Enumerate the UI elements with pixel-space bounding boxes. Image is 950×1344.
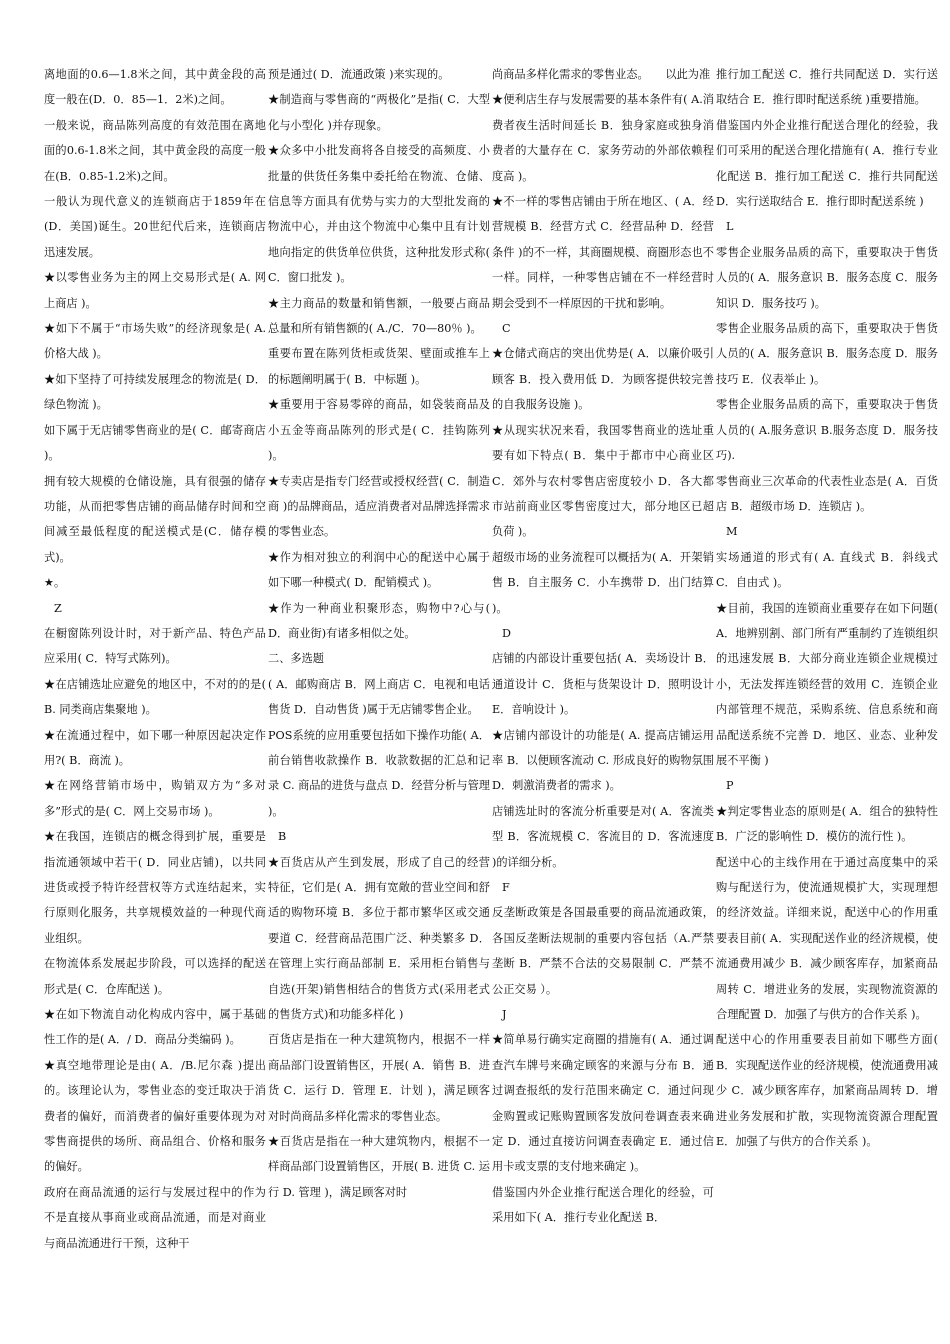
question-paragraph: ★百货店从产生到发展，形成了自己的经营特征，它们是( A．拥有宽敞的营业空间和舒适的购物环境 B．多位于都市繁华区或交通要道 C．经营商品范围广泛、种类繁多 D．在管理上实行商品部制 E．采用柜台销售与自选(开架)销售相结合的售货方式(采用老式的售货方式)和功能多样化 ) bbox=[268, 855, 490, 1022]
question-paragraph: 反垄断政策是各国最重要的商品流通政策，各国反垄断法规制的重要内容包括（A.严禁垄断 B．严禁不合法的交易限制 C．严禁不公正交易 ）。 bbox=[492, 906, 714, 996]
section-letter: J bbox=[502, 1008, 507, 1022]
question-paragraph: ★在如下物流自动化构成内容中，属于基础性工作的是( A．/ D．商品分类编码 )。 bbox=[44, 1008, 266, 1047]
question-paragraph: ★作为一种商业积聚形态，购物中?心与( D．商业街)有诸多相似之处。 bbox=[268, 601, 490, 640]
question-paragraph: 一般认为现代意义的连锁商店于1859年在(D．美国)诞生。20世纪代后来，连锁商店迅速发展。 bbox=[44, 195, 266, 259]
question-paragraph: 零售企业服务品质的高下，重要取决于售货人员的( A．服务意识 B．服务态度 D．服务技巧 E．仪表举止 )。 bbox=[716, 322, 938, 386]
text-column-2 bbox=[268, 62, 490, 1205]
question-paragraph: ★目前，我国的连锁商业重要存在如下问题( A．地辨别割、部门所有严重制约了连锁组织的迅速发展 B．大部分商业连锁企业规模过小，无法发挥连锁经营的效用 C．连锁企业内部管理不规范，采购系统、信息系统和商品配送系统不完善 D．地区、业态、业种发展不平衡 ) bbox=[716, 601, 938, 767]
question-paragraph: ★在我国，连锁店的概念得到扩展，重要是指流通领域中若干( D．同业店铺)，以共同进货或授予特许经营权等方式连结起来，实行原则化服务，共享规模效益的一种现代商业组织。 bbox=[44, 830, 266, 945]
section-letter: C bbox=[502, 322, 511, 336]
question-paragraph: ★众多中小批发商将各自接受的高频度、小批量的供货任务集中委托给在物流、仓储、信息等方面具有优势与实力的大型批发商的物流中心，并由这个物流中心集中且有计划地向指定的供货单位供货，这种批发形式称( C．窗口批发 )。 bbox=[268, 144, 490, 285]
question-paragraph: ★从现实状况来看，我国零售商业的选址重要有如下特点( B．集中于都市中心商业区 C．郊外与农村零售店密度较小 D．各大都市站前商业区零售密度过大，部分地区已超负荷 )。 bbox=[492, 423, 714, 539]
question-paragraph: ★简单易行确实定商圈的措施有( A．通过调查汽车牌号来确定顾客的来源与分布 B．通过调查报纸的发行范围来确定 C．通过问现金购置或记账购置顾客发放问卷调查表来确定 D．通过直接访问调查表确定 E．通过信用卡或支票的支付地来确定 )。 bbox=[492, 1033, 714, 1174]
question-paragraph: 配送中心的作用重要表目前如下哪些方面( B．实现配送作业的经济规模，使流通费用减少 C．减少顾客库存，加紧商品周转 D．增进业务发展和扩散，实现物流资源合理配置 E．加强了与供方的合作关系 )。 bbox=[716, 1033, 938, 1149]
question-paragraph: 借鉴国内外企业推行配送合理化的经验，我们可采用的配送合理化措施有( A．推行专业化配送 B．推行加工配送 C．推行共同配送 D．实行送取结合 E．推行即时配送系统 ) bbox=[716, 118, 938, 209]
text-column-4 bbox=[716, 62, 938, 1154]
question-paragraph: 实场通道的形式有( A. 直线式 B．斜线式 C．自由式 )。 bbox=[716, 550, 938, 590]
text-column-3 bbox=[492, 62, 714, 1231]
question-paragraph: 推行加工配送 C．推行共同配送 D．实行送取结合 E．推行即时配送系统 )重要措施。 bbox=[716, 68, 938, 107]
section-letter: B bbox=[278, 830, 287, 844]
question-paragraph: 配送中心的主线作用在于通过高度集中的采购与配送行为，使流通规模扩大，实现理想的经济效益。详细来说，配送中心的作用重要表目前( A．实现配送作业的经济规模，使流通费用减少 B．减少顾客库存，加紧商品周转 C．增进业务的发展，实现物流资源的合理配置 D．加强了与供方的合作关系 )。 bbox=[716, 855, 938, 1022]
question-paragraph: 在橱窗陈列设计时，对于新产品、特色产品应采用( C．特写式陈列)。 bbox=[44, 626, 266, 666]
question-paragraph: POS系统的应用重要包括如下操作功能( A．前台销售收款操作 B．收款数据的汇总和记录 C. 商品的进货与盘点 D．经营分析与管理 )。 bbox=[268, 728, 490, 818]
question-paragraph: 零售商业三次革命的代表性业态是( A．百货店 B．超级市场 D．连锁店 )。 bbox=[716, 474, 938, 513]
question-paragraph: ★不一样的零售店铺由于所在地区、( A．经营规模 B．经营方式 C．经营品种 D．经营条件 )的不一样，其商圈规模、商圈形态也不一样。同样，一种零售店铺在不一样经营时期会受到不一样原因的干扰和影响。 bbox=[492, 195, 714, 310]
question-paragraph: ★制造商与零售商的“两极化”是指( C．大型化与小型化 )并存现象。 bbox=[268, 93, 490, 132]
section-letter: D bbox=[502, 626, 511, 640]
question-paragraph: ★判定零售业态的原则是( A．组合的独特性 B．广泛的影响性 D．模仿的流行性 )。 bbox=[716, 804, 938, 844]
question-paragraph: 店铺选址时的客流分析重要是对( A．客流类型 B．客流规模 C．客流目的 D．客流速度 )的详细分析。 bbox=[492, 804, 714, 869]
question-paragraph: ★重要用于容易零碎的商品，如袋装商品及小五金等商品陈列的形式是( C．挂钩陈列 )。 bbox=[268, 398, 490, 463]
question-paragraph: 如下属于无店铺零售商业的是( C．邮寄商店 )。 bbox=[44, 423, 266, 463]
question-paragraph: 零售企业服务品质的高下，重要取决于售货人员的( A.服务意识 B.服务态度 D．服务技巧). bbox=[716, 398, 938, 463]
section-letter: M bbox=[726, 525, 738, 539]
question-paragraph: 借鉴国内外企业推行配送合理化的经验，可采用如下( A．推行专业化配送 B． bbox=[492, 1185, 714, 1225]
question-paragraph: ★百货店是指在一种大建筑物内，根据不一样商品部门设置销售区，开展( B. 进货 C. 运行 D. 管理 )，满足顾客对时 bbox=[268, 1135, 490, 1199]
text-column-1 bbox=[44, 62, 266, 1256]
question-paragraph: 超级市场的业务流程可以概括为( A．开架销售 B．自主服务 C．小车携带 D．出门结算 )。 bbox=[492, 550, 714, 615]
question-paragraph: ★主力商品的数量和销售额，一般要占商品总量和所有销售额的( A./C．70—80％ )。 bbox=[268, 296, 490, 336]
question-paragraph: ★作为相对独立的利润中心的配送中心属于如下哪一种模式( D．配销模式 )。 bbox=[268, 550, 490, 590]
question-paragraph: 离地面的0.6—1.8米之间，其中黄金段的高度一般在(D．0．85—1．2米)之间。 bbox=[44, 68, 266, 107]
question-paragraph: ★。 bbox=[44, 576, 66, 590]
question-paragraph: ★仓储式商店的突出优势是( A．以廉价吸引顾客 B．投入费用低 D．为顾客提供较完善的自我服务设施 )。 bbox=[492, 347, 714, 412]
question-paragraph: 重要布置在陈列货柜或货架、壁面或推车上的标题阐明属于( B．中标题 )。 bbox=[268, 347, 490, 386]
question-paragraph: ( A．邮购商店 B．网上商店 C．电视和电话售货 D．自动售货 )属于无店铺零售企业。 bbox=[268, 677, 490, 717]
question-paragraph: 在物流体系发展起步阶段，可以选择的配送形式是( C．仓库配送 )。 bbox=[44, 957, 266, 996]
question-paragraph: ★专卖店是指专门经营或授权经营( C．制造商 )的品牌商品，适应消费者对品牌选择需求的零售业态。 bbox=[268, 474, 490, 539]
section-letter: Z bbox=[54, 601, 62, 615]
question-paragraph: ★在店铺选址应避免的地区中，不对的的是( B. 同类商店集聚地 )。 bbox=[44, 677, 266, 717]
question-paragraph: ★真空地带理论是由( A．/B.尼尔森 )提出的。该理论认为，零售业态的变迁取决于消费者的偏好，而消费者的偏好重要体现为对零售商提供的场所、商品组合、价格和服务的偏好。 bbox=[44, 1058, 266, 1174]
question-paragraph: 尚商品多样化需求的零售业态。 以此为准 bbox=[492, 68, 711, 81]
question-paragraph: 预是通过( D．流通政策 )来实现的。 bbox=[268, 68, 450, 81]
question-paragraph: ★如下不属于“市场失败”的经济现象是( A. 价格大战 )。 bbox=[44, 322, 266, 361]
question-paragraph: 零售企业服务品质的高下，重要取决于售货人员的( A．服务意识 B．服务态度 C．服务知识 D．服务技巧 )。 bbox=[716, 245, 938, 310]
question-paragraph: 百货店是指在一种大建筑物内，根据不一样商品部门设置销售区，开展( A．销售 B．进货 C．运行 D．管理 E．计划 )，满足顾客对时尚商品多样化需求的零售业态。 bbox=[268, 1033, 490, 1123]
question-paragraph: 一般来说，商品陈列高度的有效范围在离地面的0.6-1.8米之间，其中黄金段的高度一般在(B．0.85-1.2米)之间。 bbox=[44, 118, 266, 183]
section-letter: F bbox=[502, 881, 510, 894]
question-paragraph: ★如下坚持了可持续发展理念的物流是( D．绿色物流 )。 bbox=[44, 372, 266, 412]
question-paragraph: ★店铺内部设计的功能是( A. 提高店铺运用率 B．以便顾客流动 C. 形成良好的购物氛围 D．刺激消费者的需求 )。 bbox=[492, 728, 714, 793]
question-paragraph: 店铺的内部设计重要包括( A．卖场设计 B．通道设计 C．货柜与货架设计 D．照明设计 E．音响设计 )。 bbox=[492, 652, 714, 717]
question-paragraph: ★以零售业务为主的网上交易形式是( A. 网上商店 )。 bbox=[44, 271, 266, 310]
question-paragraph: ★在网络营销市场中，购销双方为“多对多”形式的是( C．网上交易市场 )。 bbox=[44, 779, 266, 818]
question-paragraph: ★便利店生存与发展需要的基本条件有( A.消费者夜生活时间延长 B．独身家庭或独身消费者的大量存在 C．家务劳动的外部依赖程度高 )。 bbox=[492, 93, 714, 183]
question-paragraph: 政府在商品流通的运行与发展过程中的作为不是直接从事商业或商品流通，而是对商业与商品流通进行干预，这种干 bbox=[44, 1185, 266, 1250]
question-paragraph: 拥有较大规模的仓储设施，具有很强的储存功能，从而把零售店铺的商品储存时间和空间减至最低程度的配送模式是(C．储存模式)。 bbox=[44, 474, 266, 564]
question-paragraph: 二、多选题 bbox=[268, 652, 324, 666]
section-letter: P bbox=[726, 779, 734, 793]
section-letter: L bbox=[726, 220, 734, 234]
question-paragraph: ★在流通过程中，如下哪一种原因起决定作用?( B．商流 )。 bbox=[44, 728, 266, 767]
